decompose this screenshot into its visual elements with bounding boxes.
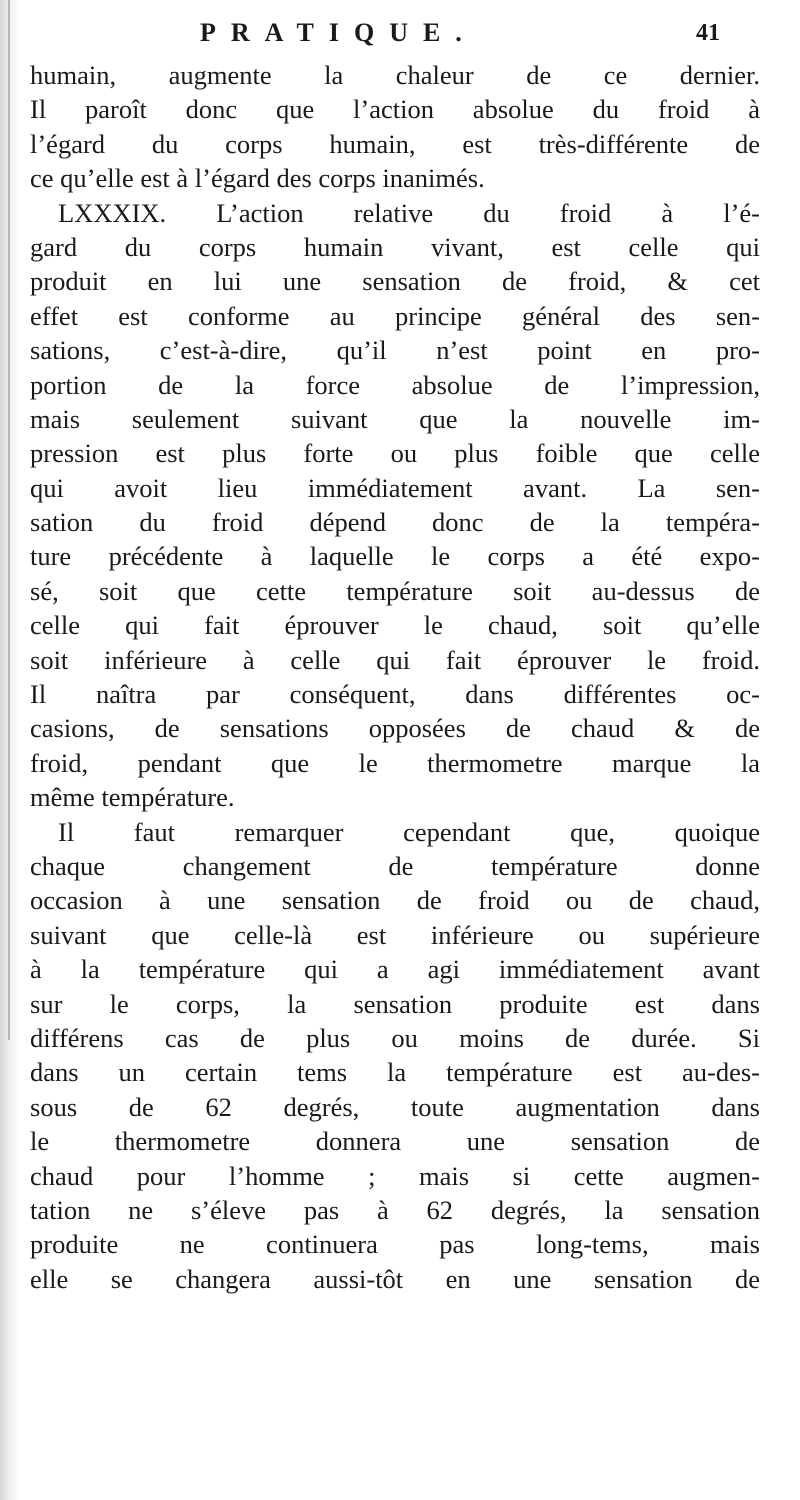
text-line: chaud pour l’homme ; mais si cette augmen-: [30, 1160, 760, 1191]
text-line: sation du froid dépend donc de la tempéra-: [30, 507, 760, 538]
text-line: humain, augmente la chaleur de ce dernier.: [30, 60, 760, 90]
binding-gutter: [0, 0, 20, 1500]
text-line: celle qui fait éprouver le chaud, soit qu’elle: [30, 610, 760, 641]
text-line: Il naîtra par conséquent, dans différentes oc-: [30, 679, 760, 710]
text-line: ture précédente à laquelle le corps a été expo-: [30, 541, 760, 572]
text-line: sé, soit que cette température soit au-dessus de: [30, 575, 760, 606]
text-line: Il faut remarquer cependant que, quoique: [58, 816, 760, 847]
text-line: casions, de sensations opposées de chaud & de: [30, 713, 760, 744]
text-line: mais seulement suivant que la nouvelle im-: [30, 403, 760, 434]
text-line: Il paroît donc que l’action absolue du froid à: [30, 94, 760, 125]
page-number: 41: [696, 20, 720, 46]
text-line: occasion à une sensation de froid ou de chaud,: [30, 885, 760, 916]
text-line: différens cas de plus ou moins de durée. Si: [30, 1022, 760, 1053]
text-line: gard du corps humain vivant, est celle qui: [30, 231, 760, 262]
running-title: PRATIQUE.: [200, 18, 477, 47]
text-line: produit en lui une sensation de froid, & cet: [30, 266, 760, 297]
text-line: portion de la force absolue de l’impression,: [30, 369, 760, 400]
text-line: dans un certain tems la température est au-des-: [30, 1057, 760, 1088]
text-line: sations, c’est-à-dire, qu’il n’est point en pro-: [30, 335, 760, 366]
text-line: même température.: [30, 782, 235, 813]
text-line: froid, pendant que le thermometre marque la: [30, 747, 760, 778]
text-line: à la température qui a agi immédiatement avant: [30, 954, 760, 985]
binding-edge: [8, 0, 10, 1040]
text-line: ce qu’elle est à l’égard des corps inanimés.: [30, 163, 485, 194]
body-text: [30, 58, 760, 1296]
text-line: sur le corps, la sensation produite est dans: [30, 988, 760, 1019]
text-line: elle se changera aussi-tôt en une sensation de: [30, 1263, 760, 1294]
text-line: suivant que celle-là est inférieure ou supérieure: [30, 919, 760, 950]
text-line: LXXXIX. L’action relative du froid à l’é-: [58, 197, 760, 228]
text-line: effet est conforme au principe général des sen-: [30, 300, 760, 331]
text-line: qui avoit lieu immédiatement avant. La sen-: [30, 472, 760, 503]
text-line: pression est plus forte ou plus foible que celle: [30, 438, 760, 469]
text-line: l’égard du corps humain, est très-différente de: [30, 128, 760, 159]
page-header: [200, 18, 720, 58]
text-line: sous de 62 degrés, toute augmentation dans: [30, 1091, 760, 1122]
text-line: soit inférieure à celle qui fait éprouver le froid.: [30, 644, 760, 675]
text-line: le thermometre donnera une sensation de: [30, 1126, 760, 1157]
text-line: tation ne s’éleve pas à 62 degrés, la sensation: [30, 1194, 760, 1225]
text-line: chaque changement de température donne: [30, 850, 760, 881]
text-line: produite ne continuera pas long-tems, mais: [30, 1229, 760, 1260]
